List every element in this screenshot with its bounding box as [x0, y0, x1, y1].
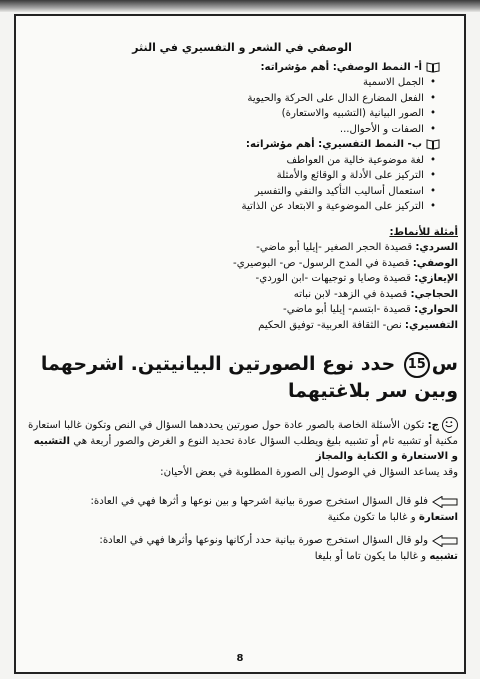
explanatory-heading	[26, 137, 458, 153]
question-15: س15 حدد نوع الصورتين البيانيتين. اشرحهما وبين سر بلاغتيهما	[40, 353, 458, 402]
document-page	[14, 14, 466, 674]
arrow-left-icon	[432, 496, 458, 508]
examples-heading: أمثلة للأنماط:	[389, 226, 458, 238]
example-row: السردي: قصيدة الحجر الصغير -إيليا أبو ماضي-	[256, 242, 458, 253]
book-icon	[426, 62, 440, 73]
top-scan-edge	[0, 0, 480, 12]
list-item: • لغة موضوعية خالية من العواطف	[286, 154, 436, 166]
list-item: • استعمال أساليب التأكيد والنفي والتفسير	[254, 185, 436, 197]
list-item: • التركيز على الأدلة و الوقائع والأمثلة	[276, 170, 436, 181]
answer-note: وقد يساعد السؤال في الوصول إلى الصورة المطلوبة في بعض الأحيان:	[160, 466, 458, 478]
example-row: الوصفي: قصيدة في المدح الرسول- ص- البوصيري-	[233, 257, 458, 269]
case-result: استعارة و غالبا ما تكون مكنية	[327, 511, 458, 523]
list-item: • الصور البيانية (التشبيه والاستعارة)	[281, 108, 436, 119]
case-line: ولو قال السؤال استخرج صورة بيانية حدد أركانها ونوعها وأثرها فهي في العادة:	[26, 533, 458, 549]
descriptive-heading	[26, 60, 458, 76]
list-item: • الجمل الاسمية	[363, 77, 436, 88]
descriptive-heading-text: أ- النمط الوصفي: أهم مؤشراته:	[260, 61, 422, 73]
list-item: • التركيز على الموضوعية و الابتعاد عن الذاتية	[241, 201, 436, 212]
example-row: الإيعازي: قصيدة وصايا و توجيهات -ابن الوردي-	[255, 273, 458, 284]
answer-paragraph: ج: تكون الأسئلة الخاصة بالصور عادة حول صورتين يحددهما السؤال في النص وتكون غالبا استعارة مكنية أو تشبيه تام أو تشبيه بليغ ويطلب السؤال عادة تحديد النوع و الغرض والصور أربعة هي التشبيه و الاستعارة و الكناية والمجاز	[26, 417, 458, 465]
explanatory-heading-text: ب- النمط التفسيري: أهم مؤشراته:	[245, 139, 422, 150]
page-content	[26, 40, 458, 564]
case-result: تشبيه و غالبا ما يكون تاما أو بليغا	[314, 550, 458, 562]
case-line: فلو قال السؤال استخرج صورة بيانية اشرحها و بين نوعها و أثرها فهي في العادة:	[26, 494, 458, 510]
page-title: الوصفي في الشعر و التفسيري في النثر	[132, 41, 352, 54]
arrow-left-icon	[432, 535, 458, 547]
example-row: الحواري: قصيدة -ابتسم- إيليا أبو ماضي-	[283, 304, 458, 315]
example-row: التفسيري: نص- الثقافة العربية- توفيق الحكيم	[258, 319, 458, 331]
list-item: • الصفات و الأحوال...	[339, 123, 436, 135]
list-item: • الفعل المضارع الدال على الحركة والحيوية	[247, 92, 436, 104]
smiley-icon	[442, 417, 458, 433]
book-icon	[426, 139, 440, 150]
example-row: الحجاجي: قصيدة في الزهد- لابن نباته	[293, 288, 458, 300]
question-number-badge: 15	[404, 352, 430, 378]
examples-section	[26, 225, 458, 334]
page-number: 8	[236, 653, 244, 664]
answer-block	[26, 417, 458, 564]
